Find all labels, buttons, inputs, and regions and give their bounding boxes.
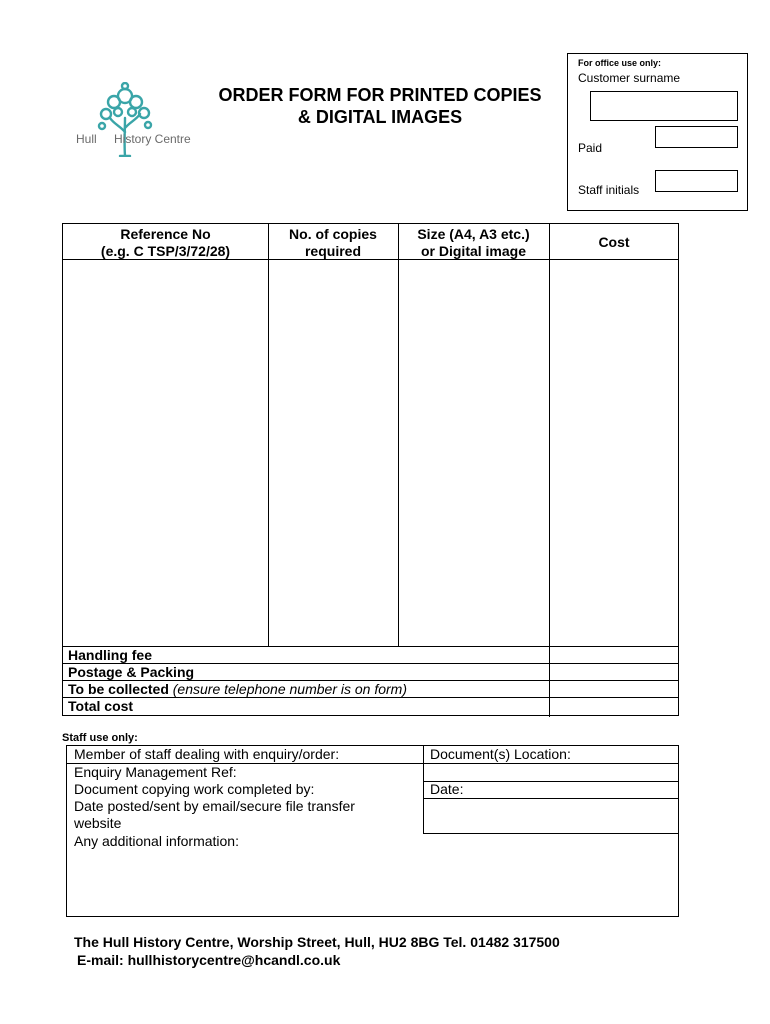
header-size: Size (A4, A3 etc.) or Digital image (417, 226, 530, 259)
customer-surname-label: Customer surname (578, 71, 681, 85)
collected-note: (ensure telephone number is on form) (172, 681, 407, 697)
office-use-header: For office use only: (578, 58, 662, 68)
date-posted-label: Date posted/sent by email/secure file transfer website (74, 798, 355, 831)
to-be-collected-label: To be collected (ensure telephone number is on form) (68, 681, 407, 697)
staff-row-divider (423, 798, 679, 799)
title-line-1: ORDER FORM FOR PRINTED COPIES (218, 85, 542, 105)
staff-member-label: Member of staff dealing with enquiry/order: (74, 746, 340, 762)
staff-initials-field[interactable] (655, 170, 738, 192)
footer-email: E-mail: hullhistorycentre@hcandl.co.uk (77, 952, 341, 968)
handling-fee-label: Handling fee (68, 647, 153, 663)
header-copies: No. of copies required (289, 226, 377, 259)
date-label: Date: (430, 781, 464, 797)
order-table (62, 223, 679, 716)
document-location-label: Document(s) Location: (430, 746, 571, 762)
cost-entry-area[interactable] (550, 260, 679, 646)
copies-entry-area[interactable] (269, 260, 398, 646)
size-entry-area[interactable] (399, 260, 549, 646)
paid-label: Paid (578, 141, 603, 155)
header-cost: Cost (598, 234, 630, 250)
additional-info-label: Any additional information: (74, 833, 239, 849)
customer-surname-field[interactable] (590, 91, 738, 121)
copying-completed-label: Document copying work completed by: (74, 781, 315, 797)
paid-field[interactable] (655, 126, 738, 148)
row-divider (63, 646, 679, 647)
staff-use-header: Staff use only: (62, 732, 138, 744)
additional-info-field[interactable] (67, 851, 679, 916)
office-use-box (567, 53, 748, 211)
title-line-2: & DIGITAL IMAGES (297, 107, 463, 127)
staff-initials-label: Staff initials (578, 183, 640, 197)
footer-address: The Hull History Centre, Worship Street, Hull, HU2 8BG Tel. 01482 317500 (74, 934, 560, 950)
total-cost-label: Total cost (68, 698, 134, 714)
logo-text-hull: Hull (76, 132, 97, 146)
postage-packing-label: Postage & Packing (68, 664, 195, 680)
staff-column-divider (423, 746, 424, 834)
staff-use-table (66, 745, 679, 917)
reference-entry-area[interactable] (63, 260, 268, 646)
staff-row-divider (423, 833, 679, 834)
header-reference-no: Reference No (e.g. C TSP/3/72/28) (100, 226, 231, 259)
page-title (180, 84, 580, 128)
logo-text-history-centre: History Centre (114, 132, 191, 146)
enquiry-ref-label: Enquiry Management Ref: (74, 764, 237, 780)
footer-contact (74, 933, 560, 969)
